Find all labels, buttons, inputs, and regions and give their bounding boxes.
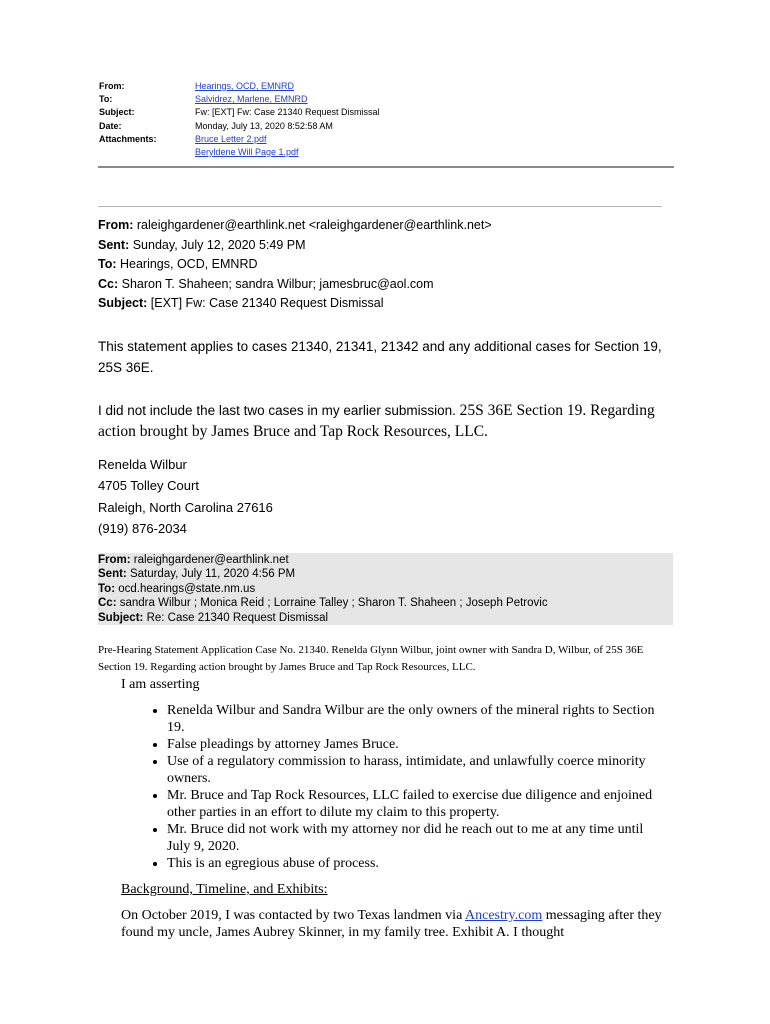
fwd-subject-line [98,294,492,314]
fwd-cc-line [98,275,492,295]
ancestry-link[interactable]: Ancestry.com [465,908,543,923]
october-text-after: messaging after they found my uncle, James Aubrey Skinner, in my family tree. Exhibit A. I thought [121,908,662,940]
orig-cc-label: Cc: [98,597,117,610]
to-link[interactable]: Salvidrez, Marlene, EMNRD [195,94,308,105]
orig-subject-line [98,611,673,625]
fwd-from-label: From: [98,218,134,232]
list-item: • Mr. Bruce did not work with my attorney nor did he reach out to me at any time until July 9, 2020. [167,821,661,855]
orig-cc-value: sandra Wilbur ; Monica Reid ; Lorraine Talley ; Sharon T. Shaheen ; Joseph Petrovic [116,597,548,610]
orig-to-value: ocd.hearings@state.nm.us [115,582,256,595]
signature-phone: (919) 876-2034 [98,520,187,536]
header-to-row [99,93,380,106]
date-value: Monday, July 13, 2020 8:52:58 AM [195,120,333,131]
prehearing-paragraph: Pre-Hearing Statement Application Case No. 21340. Renelda Glynn Wilbur, joint owner with Sandra D, Wilbur, of 25S 36E Section 19. Regarding action brought by James Bruce and Tap Rock Resources, LLC. [98,644,644,673]
list-item: • Renelda Wilbur and Sandra Wilbur are the only owners of the mineral rights to Section 19. [167,702,661,736]
forwarded-header [98,216,492,314]
subject-label: Subject: [99,107,135,118]
orig-from-line [98,553,673,567]
not-include-serif: 25S 36E Section 19. Regarding action brought by James Bruce and Tap Rock Resources, LLC. [98,402,655,440]
orig-to-label: To: [98,582,116,595]
signature-city: Raleigh, North Carolina 27616 [98,499,273,515]
orig-sent-value: Saturday, July 11, 2020 4:56 PM [126,568,296,581]
fwd-subject-value: [EXT] Fw: Case 21340 Request Dismissal [147,296,384,310]
header-date-row [99,120,380,133]
date-label: Date: [99,120,122,131]
signature-name: Renelda Wilbur [98,457,187,472]
fwd-sent-value: Sunday, July 12, 2020 5:49 PM [129,237,306,252]
orig-sent-line [98,567,673,581]
fwd-to-line [98,255,492,275]
fwd-to-label: To: [98,257,117,271]
asserting-line: I am asserting [121,677,200,692]
orig-subject-label: Subject: [98,611,144,624]
attachments-label: Attachments: [99,133,157,144]
header-attachments-row [99,133,380,159]
orig-from-value: raleighgardener@earthlink.net [130,554,289,566]
october-paragraph [121,907,666,941]
list-item: • Use of a regulatory commission to harass, intimidate, and unlawfully coerce minority owners. [167,753,661,787]
october-text-before: On October 2019, I was contacted by two Texas landmen via [121,908,466,923]
fwd-from-line [98,216,492,236]
attachment-list [195,133,299,159]
orig-cc-line [98,596,673,610]
list-item: • Mr. Bruce and Tap Rock Resources, LLC failed to exercise due diligence and enjoined other parties in an effort to dilute my claim to this property. [167,787,661,821]
fwd-sent-label: Sent: [98,237,130,252]
orig-to-line [98,582,673,596]
to-label: To: [99,94,113,105]
not-include-sans: I did not include the last two cases in my earlier submission. [98,403,460,418]
fwd-cc-value: Sharon T. Shaheen; sandra Wilbur; jamesbruc@aol.com [118,276,434,291]
from-link[interactable]: Hearings, OCD, EMNRD [195,81,295,91]
assertion-list [121,702,661,872]
original-message-header [98,553,673,625]
fwd-from-value: raleighgardener@earthlink.net <raleighgardener@earthlink.net> [133,218,492,232]
header-from-row [99,80,380,93]
orig-from-label: From: [98,554,131,566]
fwd-sent-line [98,236,492,256]
forward-divider [98,206,662,207]
not-include-paragraph [98,400,678,442]
orig-sent-label: Sent: [98,568,127,581]
fwd-to-value: Hearings, OCD, EMNRD [116,257,258,271]
signature-street: 4705 Tolley Court [98,478,199,494]
attachment-link[interactable]: Bruce Letter 2.pdf [195,133,267,144]
email-header [99,80,380,159]
header-subject-row [99,106,380,119]
header-divider [98,166,674,168]
fwd-cc-label: Cc: [98,276,119,291]
list-item: • False pleadings by attorney James Bruce. [167,736,661,753]
signature-block [98,454,273,539]
orig-subject-value: Re: Case 21340 Request Dismissal [143,611,329,624]
background-heading: Background, Timeline, and Exhibits: [121,882,328,897]
subject-value: Fw: [EXT] Fw: Case 21340 Request Dismissal [195,107,380,118]
from-label: From: [99,81,125,91]
list-item: • This is an egregious abuse of process. [167,855,661,872]
statement-paragraph: This statement applies to cases 21340, 21341, 21342 and any additional cases for Section 19, 25S 36E. [98,339,662,375]
attachment-link[interactable]: Beryldene Will Page 1.pdf [195,147,299,158]
fwd-subject-label: Subject: [98,296,148,310]
